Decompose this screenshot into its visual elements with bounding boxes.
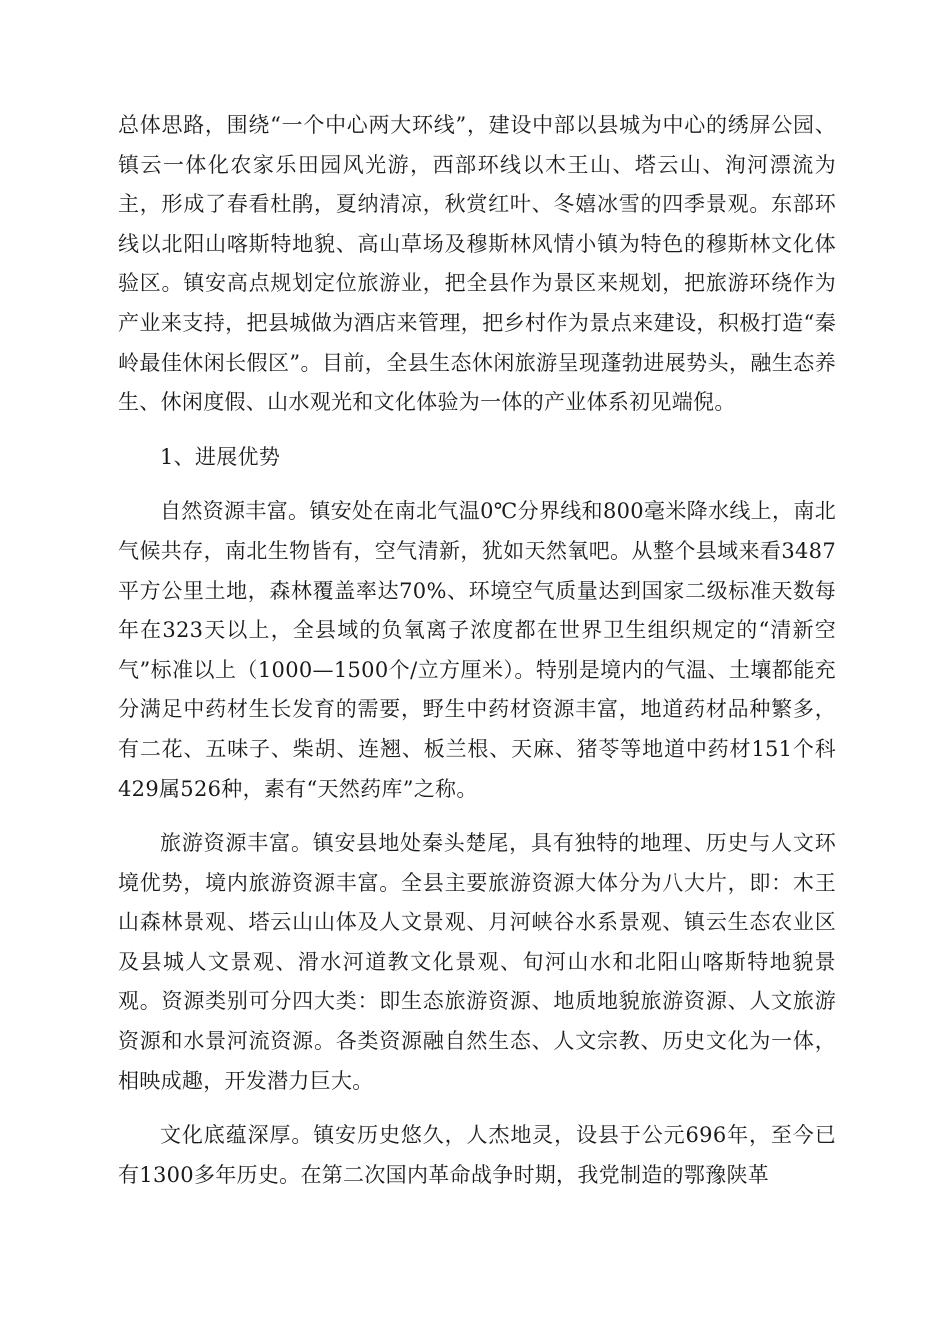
paragraph-tourism-resources: 旅游资源丰富。镇安县地处秦头楚尾，具有独特的地理、历史与人文环境优势，境内旅游资源丰富。全县主要旅游资源大体分为八大片，即：木王山森林景观、塔云山山体及人文景观、月河峡谷水系景观、镇云生态农业区及县城人文景观、滑水河道教文化景观、旬河山水和北阳山喀斯特地貌景观。资源类别可分四大类：即生态旅游资源、地质地貌旅游资源、人文旅游资源和水景河流资源。各类资源融自然生态、人文宗教、历史文化为一体，相映成趣，开发潜力巨大。 — [118, 831, 836, 1093]
section-heading-advantages: 1、进展优势 — [160, 444, 281, 469]
document-body — [118, 106, 836, 1210]
paragraph-cultural-heritage: 文化底蕴深厚。镇安历史悠久，人杰地灵，设县于公元696年，至今已有1300多年历史。在第二次国内革命战争时期，我党制造的鄂豫陕革 — [118, 1123, 836, 1187]
paragraph-overall-approach: 总体思路，围绕“一个中心两大环线”，建设中部以县城为中心的绣屏公园、镇云一体化农家乐田园风光游，西部环线以木王山、塔云山、洵河漂流为主，形成了春看杜鹃，夏纳清凉，秋赏红叶、冬嬉冰雪的四季景观。东部环线以北阳山喀斯特地貌、高山草场及穆斯林风情小镇为特色的穆斯林文化体验区。镇安高点规划定位旅游业，把全县作为景区来规划，把旅游环绕作为产业来支持，把县城做为酒店来管理，把乡村作为景点来建设，积极打造“秦岭最佳休闲长假区”。目前，全县生态休闲旅游呈现蓬勃进展势头，融生态养生、休闲度假、山水观光和文化体验为一体的产业体系初见端倪。 — [118, 113, 836, 415]
paragraph-natural-resources: 自然资源丰富。镇安处在南北气温0℃分界线和800毫米降水线上，南北气候共存，南北生物皆有，空气清新，犹如天然氧吧。从整个县域来看3487平方公里土地，森林覆盖率达70%、环境空气质量达到国家二级标准天数每年在323天以上，全县域的负氧离子浓度都在世界卫生组织规定的“清新空气”标准以上（1000—1500个/立方厘米）。特别是境内的气温、土壤都能充分满足中药材生长发育的需要，野生中药材资源丰富，地道药材品种繁多，有二花、五味子、柴胡、连翘、板兰根、天麻、猪苓等地道中药材151个科429属526种，素有“天然药库”之称。 — [118, 499, 836, 801]
